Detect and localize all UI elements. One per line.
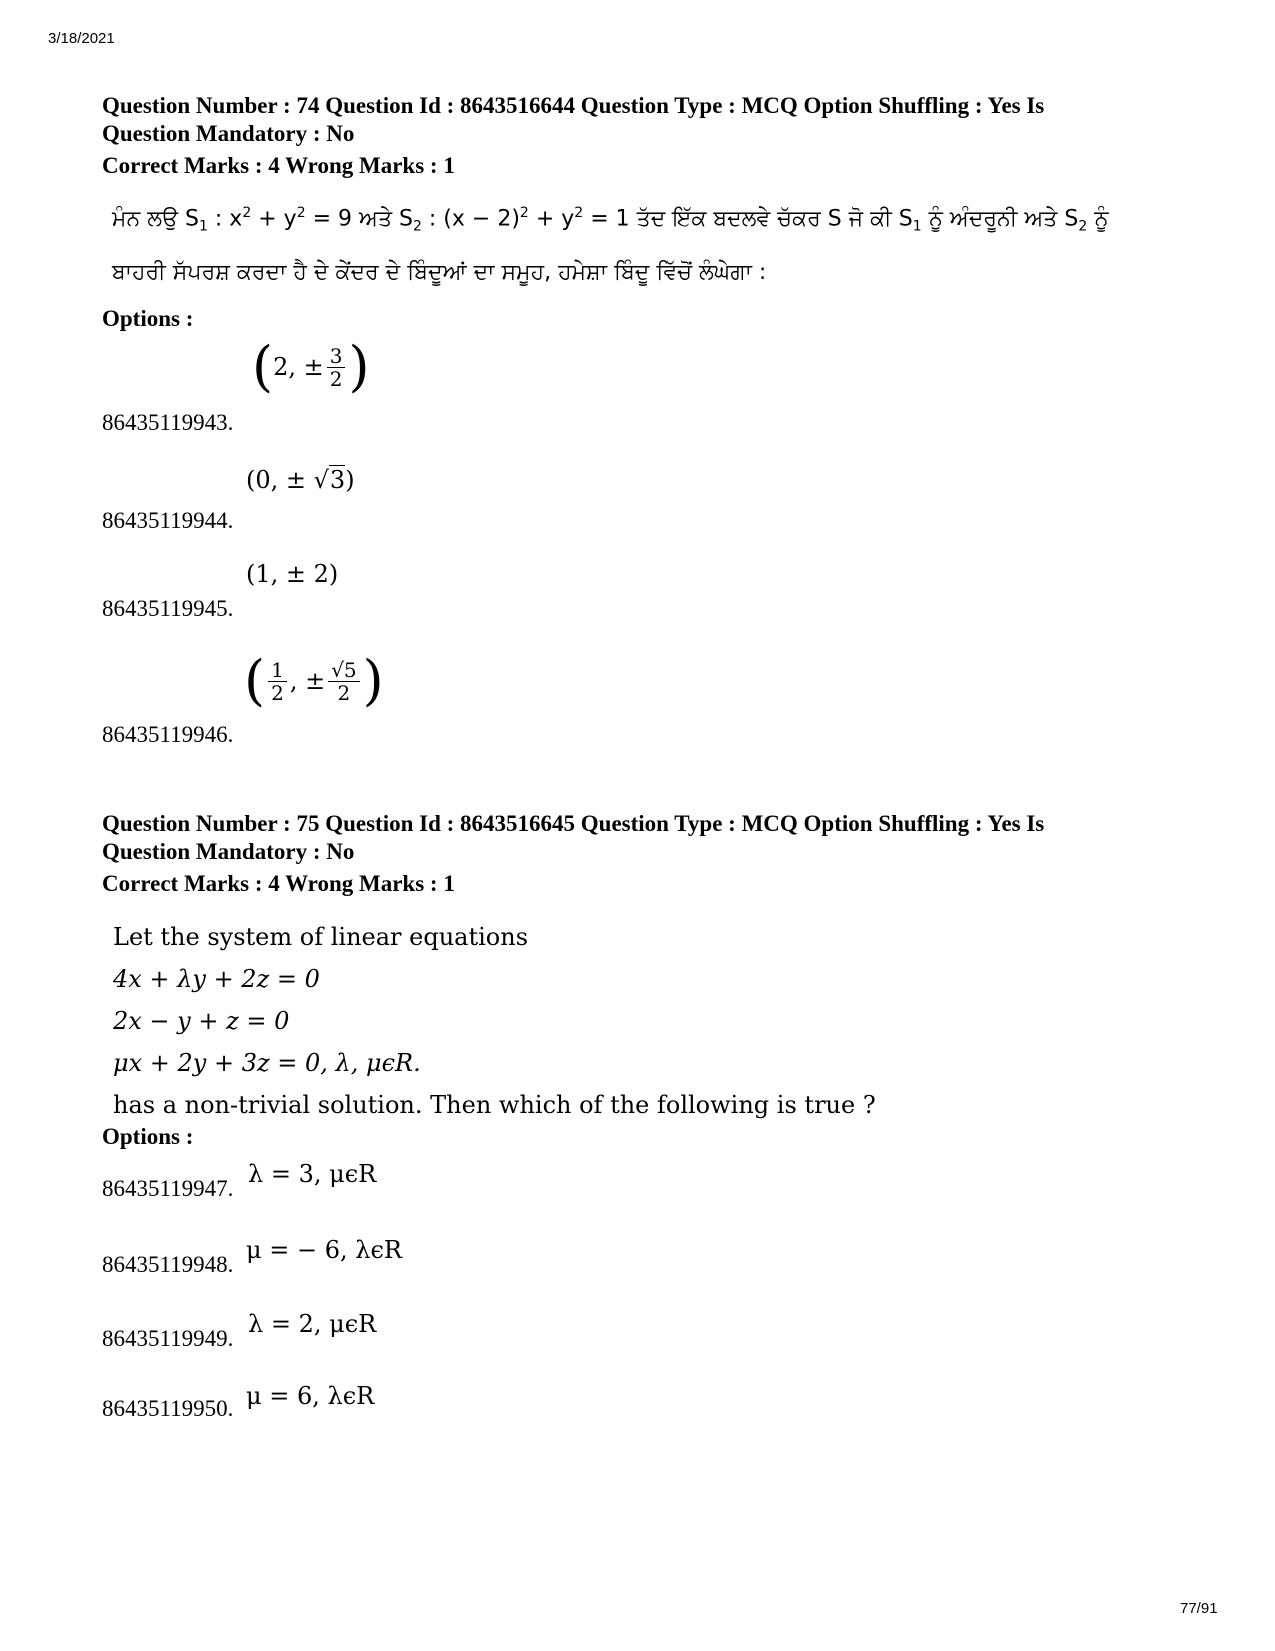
superscript: 2 <box>574 205 584 221</box>
subscript: 2 <box>412 218 422 235</box>
option-math <box>246 466 355 494</box>
paren-right: ) <box>362 649 384 712</box>
stem-line-1 <box>112 190 1202 250</box>
question-meta-line: Question Number : 74 Question Id : 8643516644 Question Type : MCQ Option Shuffling : Yes Is <box>102 93 1045 118</box>
option-math <box>252 335 370 398</box>
stem-text: ਨੂੰ <box>1087 206 1109 232</box>
stem-text: : x <box>207 206 243 232</box>
paren-left: ( <box>244 649 266 712</box>
option-text: , ± <box>289 667 326 695</box>
option-id: 86435119949. <box>102 1326 234 1351</box>
options-label: Options : <box>102 1124 194 1149</box>
stem-text: : (x − 2) <box>421 206 520 232</box>
stem-text: + y <box>528 206 575 232</box>
subscript: 2 <box>1078 218 1088 235</box>
option-id: 86435119950. <box>102 1396 234 1421</box>
option-math <box>244 649 384 712</box>
denominator: 2 <box>329 366 343 391</box>
stem-text: ਨੂੰ ਅੰਦਰੂਨੀ ਅਤੇ S <box>921 206 1079 232</box>
stem-text: = 9 ਅਤੇ S <box>305 206 413 232</box>
fraction <box>328 659 359 704</box>
numerator: 1 <box>268 659 287 682</box>
superscript: 2 <box>519 205 529 221</box>
superscript: 2 <box>296 205 306 221</box>
superscript: 2 <box>242 205 252 221</box>
question-marks: Correct Marks : 4 Wrong Marks : 1 <box>102 871 455 896</box>
options-label: Options : <box>102 306 194 331</box>
fraction <box>327 345 346 390</box>
print-date: 3/18/2021 <box>48 30 115 47</box>
option-id: 86435119944. <box>102 508 234 533</box>
option-id: 86435119943. <box>102 410 234 435</box>
equation-line: μx + 2y + 3z = 0, λ, μϵR. <box>113 1049 421 1077</box>
question-meta-line: Question Mandatory : No <box>102 839 355 864</box>
stem-line: Let the system of linear equations <box>113 923 529 951</box>
page-number: 77/91 <box>1180 1600 1218 1617</box>
option-math: μ = − 6, λϵR <box>246 1236 402 1264</box>
subscript: 1 <box>912 218 922 235</box>
question-marks: Correct Marks : 4 Wrong Marks : 1 <box>102 153 455 178</box>
question-75-stem <box>113 916 876 1126</box>
option-math: λ = 3, μϵR <box>248 1160 377 1188</box>
stem-text: ਮੰਨ ਲਉ S <box>112 206 199 232</box>
question-74-meta <box>102 92 1182 180</box>
numerator: 3 <box>327 345 346 368</box>
option-id: 86435119947. <box>102 1176 234 1201</box>
stem-text: = 1 ਤੱਦ ਇੱਕ ਬਦਲਵੇ ਚੱਕਰ S ਜੋ ਕੀ S <box>583 206 913 232</box>
option-text: 2, ± <box>273 353 324 381</box>
question-74-stem <box>112 190 1202 296</box>
denominator: 2 <box>271 680 284 705</box>
stem-line-2: ਬਾਹਰੀ ਸੱਪਰਸ਼ ਕਰਦਾ ਹੈ ਦੇ ਕੇਂਦਰ ਦੇ ਬਿੰਦੂਆਂ ਦਾ ਸਮੂਹ, ਹਮੇਸ਼ਾ ਬਿੰਦੂ ਵਿੱਚੋਂ ਲੰਘੇਗਾ : <box>112 259 767 285</box>
option-id: 86435119948. <box>102 1252 234 1277</box>
option-math: λ = 2, μϵR <box>248 1310 377 1338</box>
subscript: 1 <box>198 218 208 235</box>
numerator: √5 <box>328 659 359 682</box>
option-math: (1, ± 2) <box>246 560 339 588</box>
question-meta-line: Question Mandatory : No <box>102 121 355 146</box>
paren-left: ( <box>252 335 274 398</box>
option-text: (0, ± √ <box>246 466 329 494</box>
question-meta-line: Question Number : 75 Question Id : 8643516645 Question Type : MCQ Option Shuffling : Yes Is <box>102 811 1045 836</box>
option-math: μ = 6, λϵR <box>246 1382 375 1410</box>
equation-line: 2x − y + z = 0 <box>113 1007 290 1035</box>
stem-line: has a non-trivial solution. Then which of the following is true ? <box>113 1091 876 1119</box>
equation-line: 4x + λy + 2z = 0 <box>113 965 320 993</box>
paren-right: ) <box>348 335 370 398</box>
option-id: 86435119946. <box>102 722 234 747</box>
radicand: 3 <box>329 466 346 494</box>
stem-text: + y <box>251 206 297 232</box>
question-75-meta <box>102 810 1182 898</box>
option-id: 86435119945. <box>102 596 234 621</box>
fraction <box>268 659 287 704</box>
denominator: 2 <box>337 680 351 705</box>
option-text: ) <box>345 466 355 494</box>
